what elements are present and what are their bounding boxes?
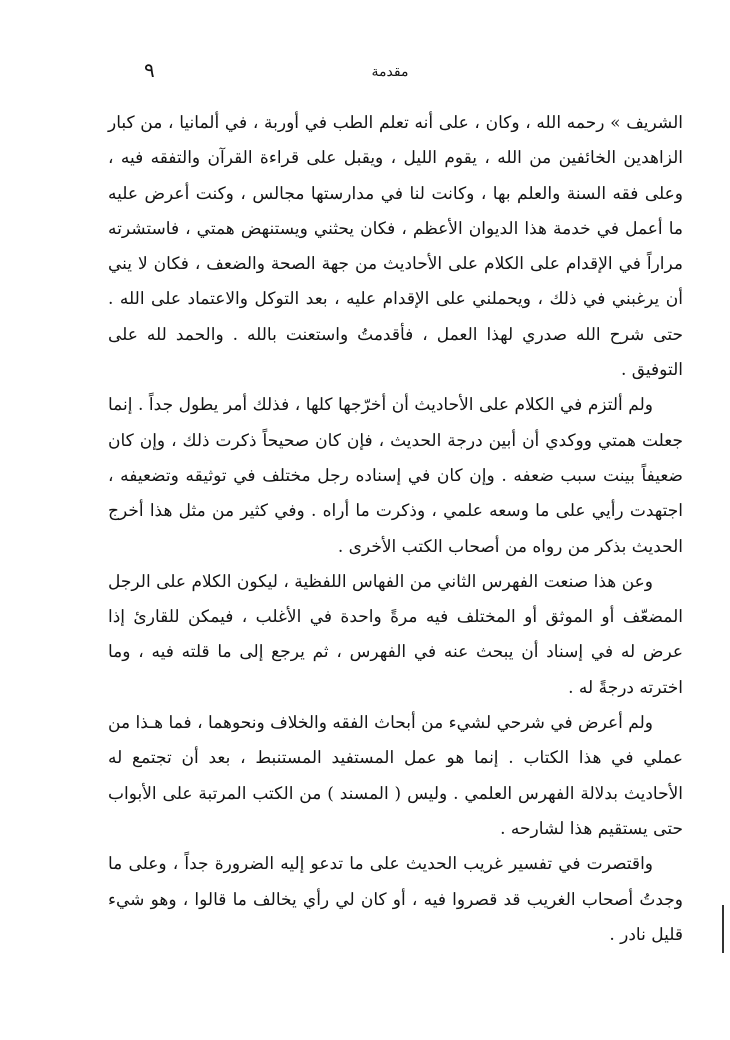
page-number: ٩ (144, 58, 155, 82)
page-header (100, 56, 680, 86)
margin-rule (722, 905, 724, 953)
running-head: مقدمة (371, 64, 409, 80)
paragraph-1: الشريف » رحمه الله ، وكان ، على أنه تعلم الطب في أوربة ، في ألمانيا ، من كبار الزاهدين الخائفين من الله ، يقوم الليل ، ويقبل على قراءة القرآن والتفقه فيه ، وعلى فقه السنة والعلم بها ، وكانت لنا في مدارستها مجالس ، وكنت أعرض عليه ما أعمل في خدمة هذا الديوان الأعظم ، فكان يحثني ويستنهض همتي ، فاستشرته مراراً في الإقدام على الكلام على الأحاديث من جهة الصحة والضعف ، فكان لا يني أن يرغبني في ذلك ، ويحملني على الإقدام عليه ، بعد التوكل والاعتماد على الله . حتى شرح الله صدري لهذا العمل ، فأقدمتُ واستعنت بالله . والحمد لله على التوفيق . (108, 113, 683, 381)
paragraph-2: ولم ألتزم في الكلام على الأحاديث أن أخرّجها كلها ، فذلك أمر يطول جداً . إنما جعلت همتي ووكدي أن أبين درجة الحديث ، فإن كان صحيحاً ذكرت ذلك ، وإن كان ضعيفاً بينت سبب ضعفه . وإن كان في إسناده رجل مختلف في توثيقه وتضعيفه ، اجتهدت رأيي على ما وسعه علمي ، وذكرت ما أراه . وفي كثير من مثل هذا أخرج الحديث بذكر من رواه من أصحاب الكتب الأخرى . (108, 395, 683, 557)
paragraph-4: ولم أعرض في شرحي لشيء من أبحاث الفقه والخلاف ونحوهما ، فما هـذا من عملي في هذا الكتاب . إنما هو عمل المستفيد المستنبط ، بعد أن تجتمع له الأحاديث بدلالة الفهرس العلمي . وليس ( المسند ) من الكتب المرتبة على الأبواب حتى يستقيم هذا لشارحه . (108, 713, 683, 839)
paragraph-3: وعن هذا صنعت الفهرس الثاني من الفهاس اللفظية ، ليكون الكلام على الرجل المضعّف أو الموثق أو المختلف فيه مرةً واحدة في الأغلب ، فيمكن للقارئ إذا عرض له في إسناد أن يبحث عنه في الفهرس ، ثم يرجع إلى ما قلته فيه ، وما اخترته درجةً له . (108, 571, 683, 698)
paragraph-5: واقتصرت في تفسير غريب الحديث على ما تدعو إليه الضرورة جداً ، وعلى ما وجدتُ أصحاب الغريب قد قصروا فيه ، أو كان لي رأي يخالف ما قالوا ، وهو شيء قليل نادر . (108, 854, 683, 945)
body-text (108, 106, 683, 953)
